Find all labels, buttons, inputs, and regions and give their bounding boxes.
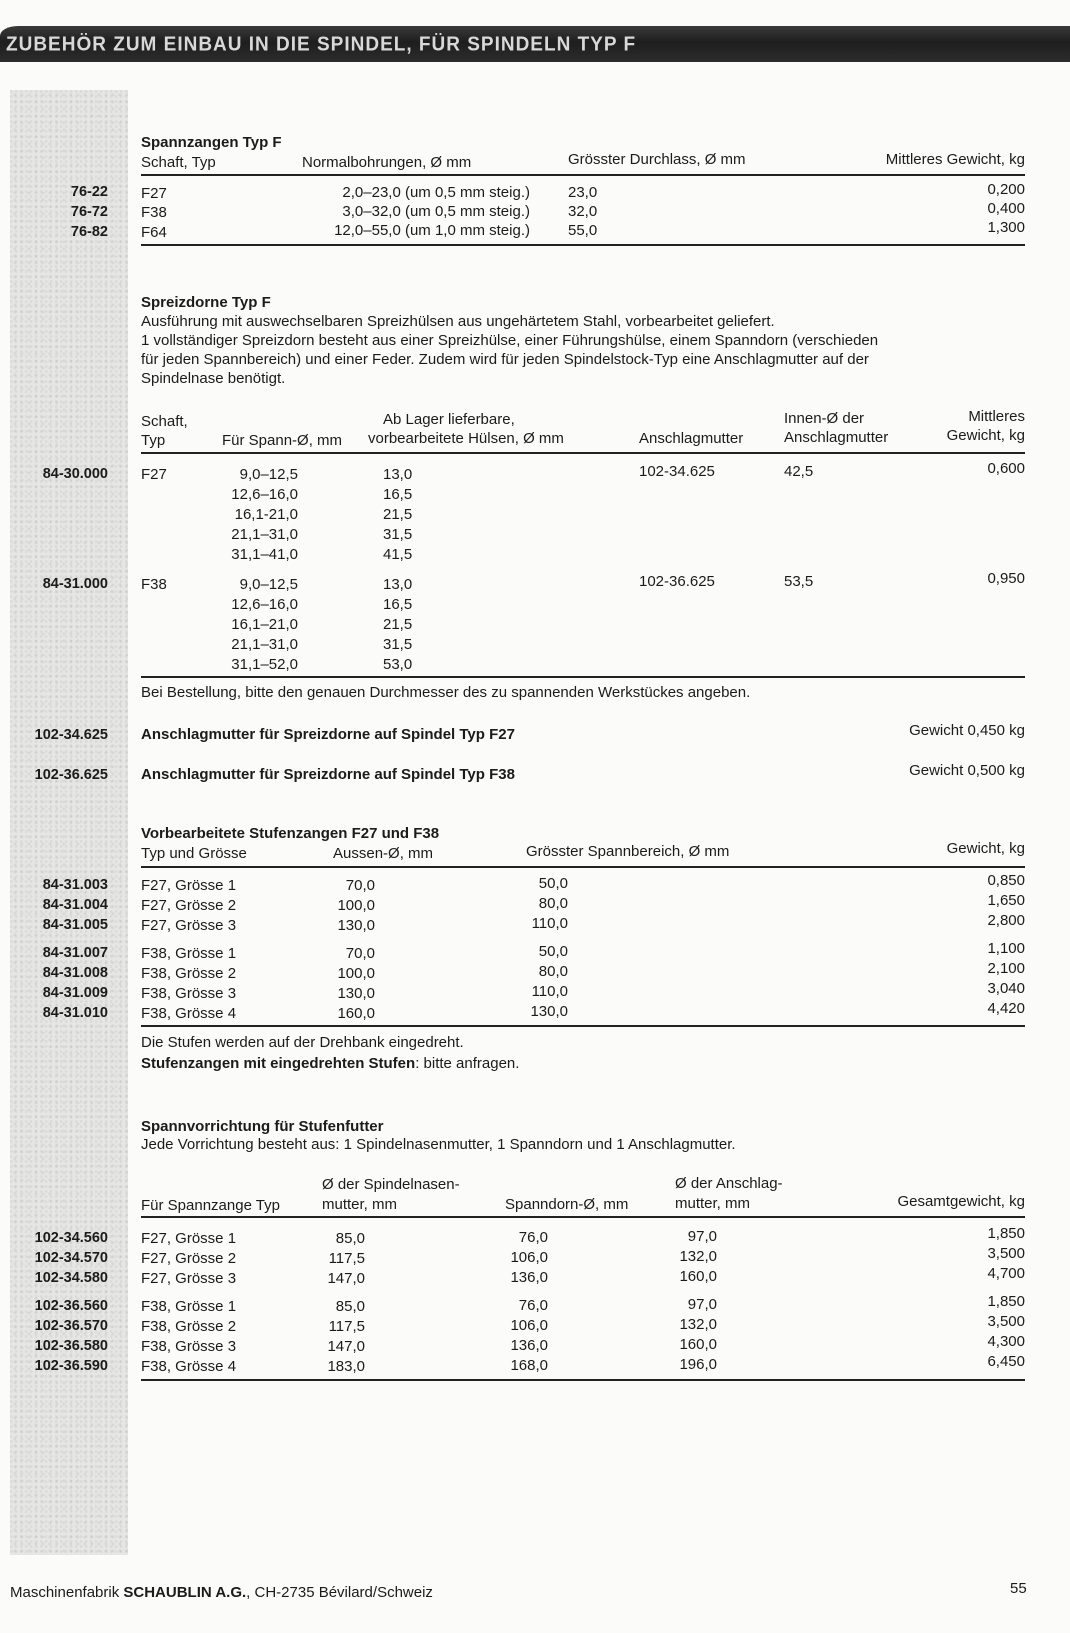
cell-spann: 31,1–52,0 — [231, 656, 298, 673]
cell-gewicht: 1,300 — [987, 219, 1025, 236]
cell-anschlag: 132,0 — [679, 1316, 717, 1333]
article-number: 76-72 — [70, 204, 108, 220]
spannvorrichtung-description: Jede Vorrichtung besteht aus: 1 Spindelnasenmutter, 1 Spanndorn und 1 Anschlagmutter. — [141, 1136, 736, 1153]
cell-anschlag: 97,0 — [687, 1228, 717, 1245]
cell-durchlass: 32,0 — [568, 203, 598, 220]
cell-typ: F38, Grösse 3 — [141, 985, 237, 1002]
article-number: 84-31.009 — [42, 985, 108, 1001]
cell-typ: F38, Grösse 1 — [141, 945, 237, 962]
cell-typ: F27, Grösse 3 — [141, 1270, 237, 1287]
cell-gewicht: 0,600 — [987, 460, 1025, 477]
cell-anschlag: 160,0 — [679, 1336, 717, 1353]
company-name: SCHAUBLIN A.G. — [123, 1584, 247, 1601]
article-number: 84-31.010 — [42, 1005, 108, 1021]
cell-gewicht: 3,500 — [987, 1313, 1025, 1330]
cell-spann: 9,0–12,5 — [239, 466, 298, 483]
col-header-typ: Typ und Grösse — [141, 845, 247, 862]
section-title: ZUBEHÖR ZUM EINBAU IN DIE SPINDEL, FÜR SPINDELN TYP F — [6, 33, 637, 56]
cell-gewicht: 4,700 — [987, 1265, 1025, 1282]
cell-spannbereich: 80,0 — [538, 895, 568, 912]
cell-gewicht: 0,850 — [987, 872, 1025, 889]
cell-spannbereich: 110,0 — [531, 915, 568, 932]
description-line: Ausführung mit auswechselbaren Spreizhülsen aus ungehärtetem Stahl, vorbearbeitet geliefert. — [141, 313, 775, 330]
article-number: 102-34.570 — [34, 1250, 108, 1266]
cell-schaft: F27 — [141, 466, 167, 483]
cell-innen: 53,5 — [784, 573, 814, 590]
col-header-dorn: Spanndorn-Ø, mm — [505, 1196, 629, 1213]
cell-anschlag: 196,0 — [679, 1356, 717, 1373]
cell-nase: 147,0 — [327, 1270, 365, 1287]
table-rule — [141, 1025, 1025, 1027]
description-line: 1 vollständiger Spreizdorn besteht aus einer Spreizhülse, einer Führungshülse, einem Spanndorn (verschieden — [141, 332, 879, 349]
cell-nase: 117,5 — [328, 1318, 365, 1335]
table-rule — [141, 174, 1025, 176]
cell-huelse: 31,5 — [383, 526, 413, 543]
col-header-huelsen: vorbearbeitete Hülsen, Ø mm — [368, 430, 564, 447]
cell-schaft: F27 — [141, 185, 167, 202]
cell-huelse: 21,5 — [383, 616, 413, 633]
cell-typ: F27, Grösse 3 — [141, 917, 237, 934]
col-header-aussen: Aussen-Ø, mm — [333, 845, 434, 862]
cell-dorn: 106,0 — [510, 1249, 548, 1266]
article-number: 102-36.560 — [34, 1298, 108, 1314]
table-rule — [141, 866, 1025, 868]
article-number: 84-31.005 — [42, 917, 108, 933]
article-number: 84-31.007 — [42, 945, 108, 961]
cell-anschlag: 160,0 — [679, 1268, 717, 1285]
col-header-nase: mutter, mm — [322, 1196, 398, 1213]
cell-dorn: 168,0 — [510, 1357, 548, 1374]
col-header-spann: Für Spann-Ø, mm — [222, 432, 343, 449]
article-number: 84-31.008 — [42, 965, 108, 981]
cell-typ: F38, Grösse 2 — [141, 965, 237, 982]
col-header-durchlass: Grösster Durchlass, Ø mm — [568, 151, 746, 168]
cell-spannbereich: 50,0 — [538, 875, 568, 892]
article-number-margin — [10, 90, 128, 1555]
cell-aussen: 130,0 — [337, 917, 375, 934]
col-header-typ: Für Spannzange Typ — [141, 1197, 280, 1214]
cell-durchlass: 23,0 — [568, 184, 598, 201]
table-rule — [141, 244, 1025, 246]
cell-gewicht: 4,300 — [987, 1333, 1025, 1350]
item-weight: Gewicht 0,500 kg — [909, 762, 1025, 779]
cell-aussen: 100,0 — [337, 965, 375, 982]
cell-typ: F38, Grösse 3 — [141, 1338, 237, 1355]
cell-typ: F27, Grösse 2 — [141, 1250, 237, 1267]
table-rule — [141, 1216, 1025, 1218]
cell-huelse: 16,5 — [383, 486, 413, 503]
cell-typ: F38, Grösse 4 — [141, 1005, 237, 1022]
article-number: 102-34.580 — [34, 1270, 108, 1286]
footer-prefix: Maschinenfabrik — [10, 1584, 124, 1601]
cell-spann: 12,6–16,0 — [231, 596, 298, 613]
col-header-normalbohrungen: Normalbohrungen, Ø mm — [302, 154, 472, 171]
col-header-schaft: Schaft, — [141, 413, 188, 430]
col-header-gewicht: Gewicht, kg — [946, 427, 1025, 444]
col-header-innen: Anschlagmutter — [784, 429, 889, 446]
table-rule — [141, 676, 1025, 678]
cell-aussen: 70,0 — [345, 945, 375, 962]
cell-dorn: 76,0 — [518, 1229, 548, 1246]
cell-typ: F27, Grösse 1 — [141, 877, 237, 894]
spannvorrichtung-title: Spannvorrichtung für Stufenfutter — [141, 1118, 384, 1135]
cell-spann: 31,1–41,0 — [231, 546, 298, 563]
article-number: 102-36.625 — [34, 767, 108, 783]
item-label: Anschlagmutter für Spreizdorne auf Spindel Typ F38 — [141, 766, 515, 783]
cell-dorn: 76,0 — [518, 1297, 548, 1314]
description-line: Spindelnase benötigt. — [141, 370, 286, 387]
cell-spann: 16,1-21,0 — [234, 506, 298, 523]
col-header-gewicht: Mittleres Gewicht, kg — [885, 151, 1025, 168]
col-header-spannbereich: Grösster Spannbereich, Ø mm — [526, 843, 730, 860]
cell-anschlag: 97,0 — [687, 1296, 717, 1313]
cell-nase: 183,0 — [327, 1358, 365, 1375]
cell-typ: F27, Grösse 2 — [141, 897, 237, 914]
cell-nase: 85,0 — [335, 1230, 365, 1247]
col-header-huelsen: Ab Lager lieferbare, — [383, 411, 515, 428]
cell-anschlag: 132,0 — [679, 1248, 717, 1265]
col-header-nase: Ø der Spindelnasen- — [322, 1176, 460, 1193]
cell-typ: F38, Grösse 2 — [141, 1318, 237, 1335]
spannzangen-title: Spannzangen Typ F — [141, 134, 282, 151]
article-number: 102-36.570 — [34, 1318, 108, 1334]
cell-schaft: F38 — [141, 204, 167, 221]
footer-imprint — [10, 1584, 433, 1601]
cell-gewicht: 3,040 — [987, 980, 1025, 997]
stufen-note: Die Stufen werden auf der Drehbank eingedreht. — [141, 1034, 464, 1051]
cell-durchlass: 55,0 — [568, 222, 598, 239]
article-number: 102-36.590 — [34, 1358, 108, 1374]
cell-spann: 9,0–12,5 — [239, 576, 298, 593]
cell-gewicht: 0,400 — [987, 200, 1025, 217]
article-number: 84-31.004 — [42, 897, 108, 913]
cell-spannbereich: 130,0 — [530, 1003, 568, 1020]
article-number: 84-31.003 — [42, 877, 108, 893]
cell-huelse: 53,0 — [383, 656, 413, 673]
cell-aussen: 160,0 — [337, 1005, 375, 1022]
cell-dorn: 106,0 — [510, 1317, 548, 1334]
cell-spann: 21,1–31,0 — [231, 526, 298, 543]
order-note: Bei Bestellung, bitte den genauen Durchmesser des zu spannenden Werkstückes angeben. — [141, 684, 751, 701]
cell-huelse: 13,0 — [383, 466, 413, 483]
cell-spann: 12,6–16,0 — [231, 486, 298, 503]
cell-anschlag: 102-34.625 — [639, 463, 715, 480]
col-header-anschlag: Ø der Anschlag- — [675, 1175, 783, 1192]
description-line: für jeden Spannbereich) und einer Feder. Zudem wird für jeden Spindelstock-Typ eine Anschlagmutter auf der — [141, 351, 869, 368]
cell-nase: 117,5 — [328, 1250, 365, 1267]
cell-aussen: 130,0 — [337, 985, 375, 1002]
cell-gewicht: 3,500 — [987, 1245, 1025, 1262]
cell-aussen: 100,0 — [337, 897, 375, 914]
cell-nase: 85,0 — [335, 1298, 365, 1315]
cell-huelse: 21,5 — [383, 506, 413, 523]
cell-bohrungen: 12,0–55,0 (um 1,0 mm steig.) — [334, 222, 530, 239]
inquiry-text: : bitte anfragen. — [415, 1055, 520, 1072]
cell-spannbereich: 80,0 — [538, 963, 568, 980]
cell-huelse: 16,5 — [383, 596, 413, 613]
cell-bohrungen: 3,0–32,0 (um 0,5 mm steig.) — [342, 203, 530, 220]
col-header-schaft: Typ — [141, 432, 166, 449]
cell-gewicht: 2,100 — [987, 960, 1025, 977]
cell-anschlag: 102-36.625 — [639, 573, 715, 590]
cell-gewicht: 1,850 — [987, 1293, 1025, 1310]
table-rule — [141, 452, 1025, 454]
cell-huelse: 41,5 — [383, 546, 413, 563]
col-header-gewicht: Mittleres — [968, 408, 1025, 425]
col-header-innen: Innen-Ø der — [784, 410, 865, 427]
table-rule — [141, 1379, 1025, 1381]
cell-aussen: 70,0 — [345, 877, 375, 894]
col-header-anschlag: Anschlagmutter — [639, 430, 744, 447]
cell-schaft: F64 — [141, 224, 167, 241]
cell-gewicht: 4,420 — [987, 1000, 1025, 1017]
col-header-anschlag: mutter, mm — [675, 1195, 751, 1212]
cell-gewicht: 1,650 — [987, 892, 1025, 909]
page-number: 55 — [1010, 1580, 1027, 1597]
inquiry-label: Stufenzangen mit eingedrehten Stufen — [141, 1055, 416, 1072]
cell-dorn: 136,0 — [510, 1337, 548, 1354]
cell-gewicht: 0,200 — [987, 181, 1025, 198]
cell-gewicht: 6,450 — [987, 1353, 1025, 1370]
article-number: 102-34.625 — [34, 727, 108, 743]
article-number: 76-22 — [70, 184, 108, 200]
cell-typ: F27, Grösse 1 — [141, 1230, 237, 1247]
cell-schaft: F38 — [141, 576, 167, 593]
col-header-gewicht: Gewicht, kg — [946, 840, 1025, 857]
article-number: 102-34.560 — [34, 1230, 108, 1246]
cell-spann: 16,1–21,0 — [231, 616, 298, 633]
cell-bohrungen: 2,0–23,0 (um 0,5 mm steig.) — [342, 184, 530, 201]
cell-huelse: 13,0 — [383, 576, 413, 593]
cell-typ: F38, Grösse 4 — [141, 1358, 237, 1375]
cell-gewicht: 2,800 — [987, 912, 1025, 929]
cell-huelse: 31,5 — [383, 636, 413, 653]
cell-spannbereich: 50,0 — [538, 943, 568, 960]
cell-gewicht: 1,100 — [987, 940, 1025, 957]
col-header-gewicht: Gesamtgewicht, kg — [897, 1193, 1025, 1210]
cell-nase: 147,0 — [327, 1338, 365, 1355]
cell-dorn: 136,0 — [510, 1269, 548, 1286]
article-number: 84-30.000 — [42, 466, 108, 482]
article-number: 102-36.580 — [34, 1338, 108, 1354]
cell-gewicht: 0,950 — [987, 570, 1025, 587]
stufenzangen-title: Vorbearbeitete Stufenzangen F27 und F38 — [141, 825, 440, 842]
footer-address: , CH-2735 Bévilard/Schweiz — [246, 1584, 433, 1601]
cell-gewicht: 1,850 — [987, 1225, 1025, 1242]
cell-innen: 42,5 — [784, 463, 814, 480]
cell-spannbereich: 110,0 — [531, 983, 568, 1000]
item-label: Anschlagmutter für Spreizdorne auf Spindel Typ F27 — [141, 726, 515, 743]
stufen-inquiry-note — [141, 1055, 519, 1072]
cell-spann: 21,1–31,0 — [231, 636, 298, 653]
item-weight: Gewicht 0,450 kg — [909, 722, 1025, 739]
article-number: 84-31.000 — [42, 576, 108, 592]
article-number: 76-82 — [70, 224, 108, 240]
spreizdorne-title: Spreizdorne Typ F — [141, 294, 271, 311]
cell-typ: F38, Grösse 1 — [141, 1298, 237, 1315]
col-header-schaft: Schaft, Typ — [141, 154, 216, 171]
